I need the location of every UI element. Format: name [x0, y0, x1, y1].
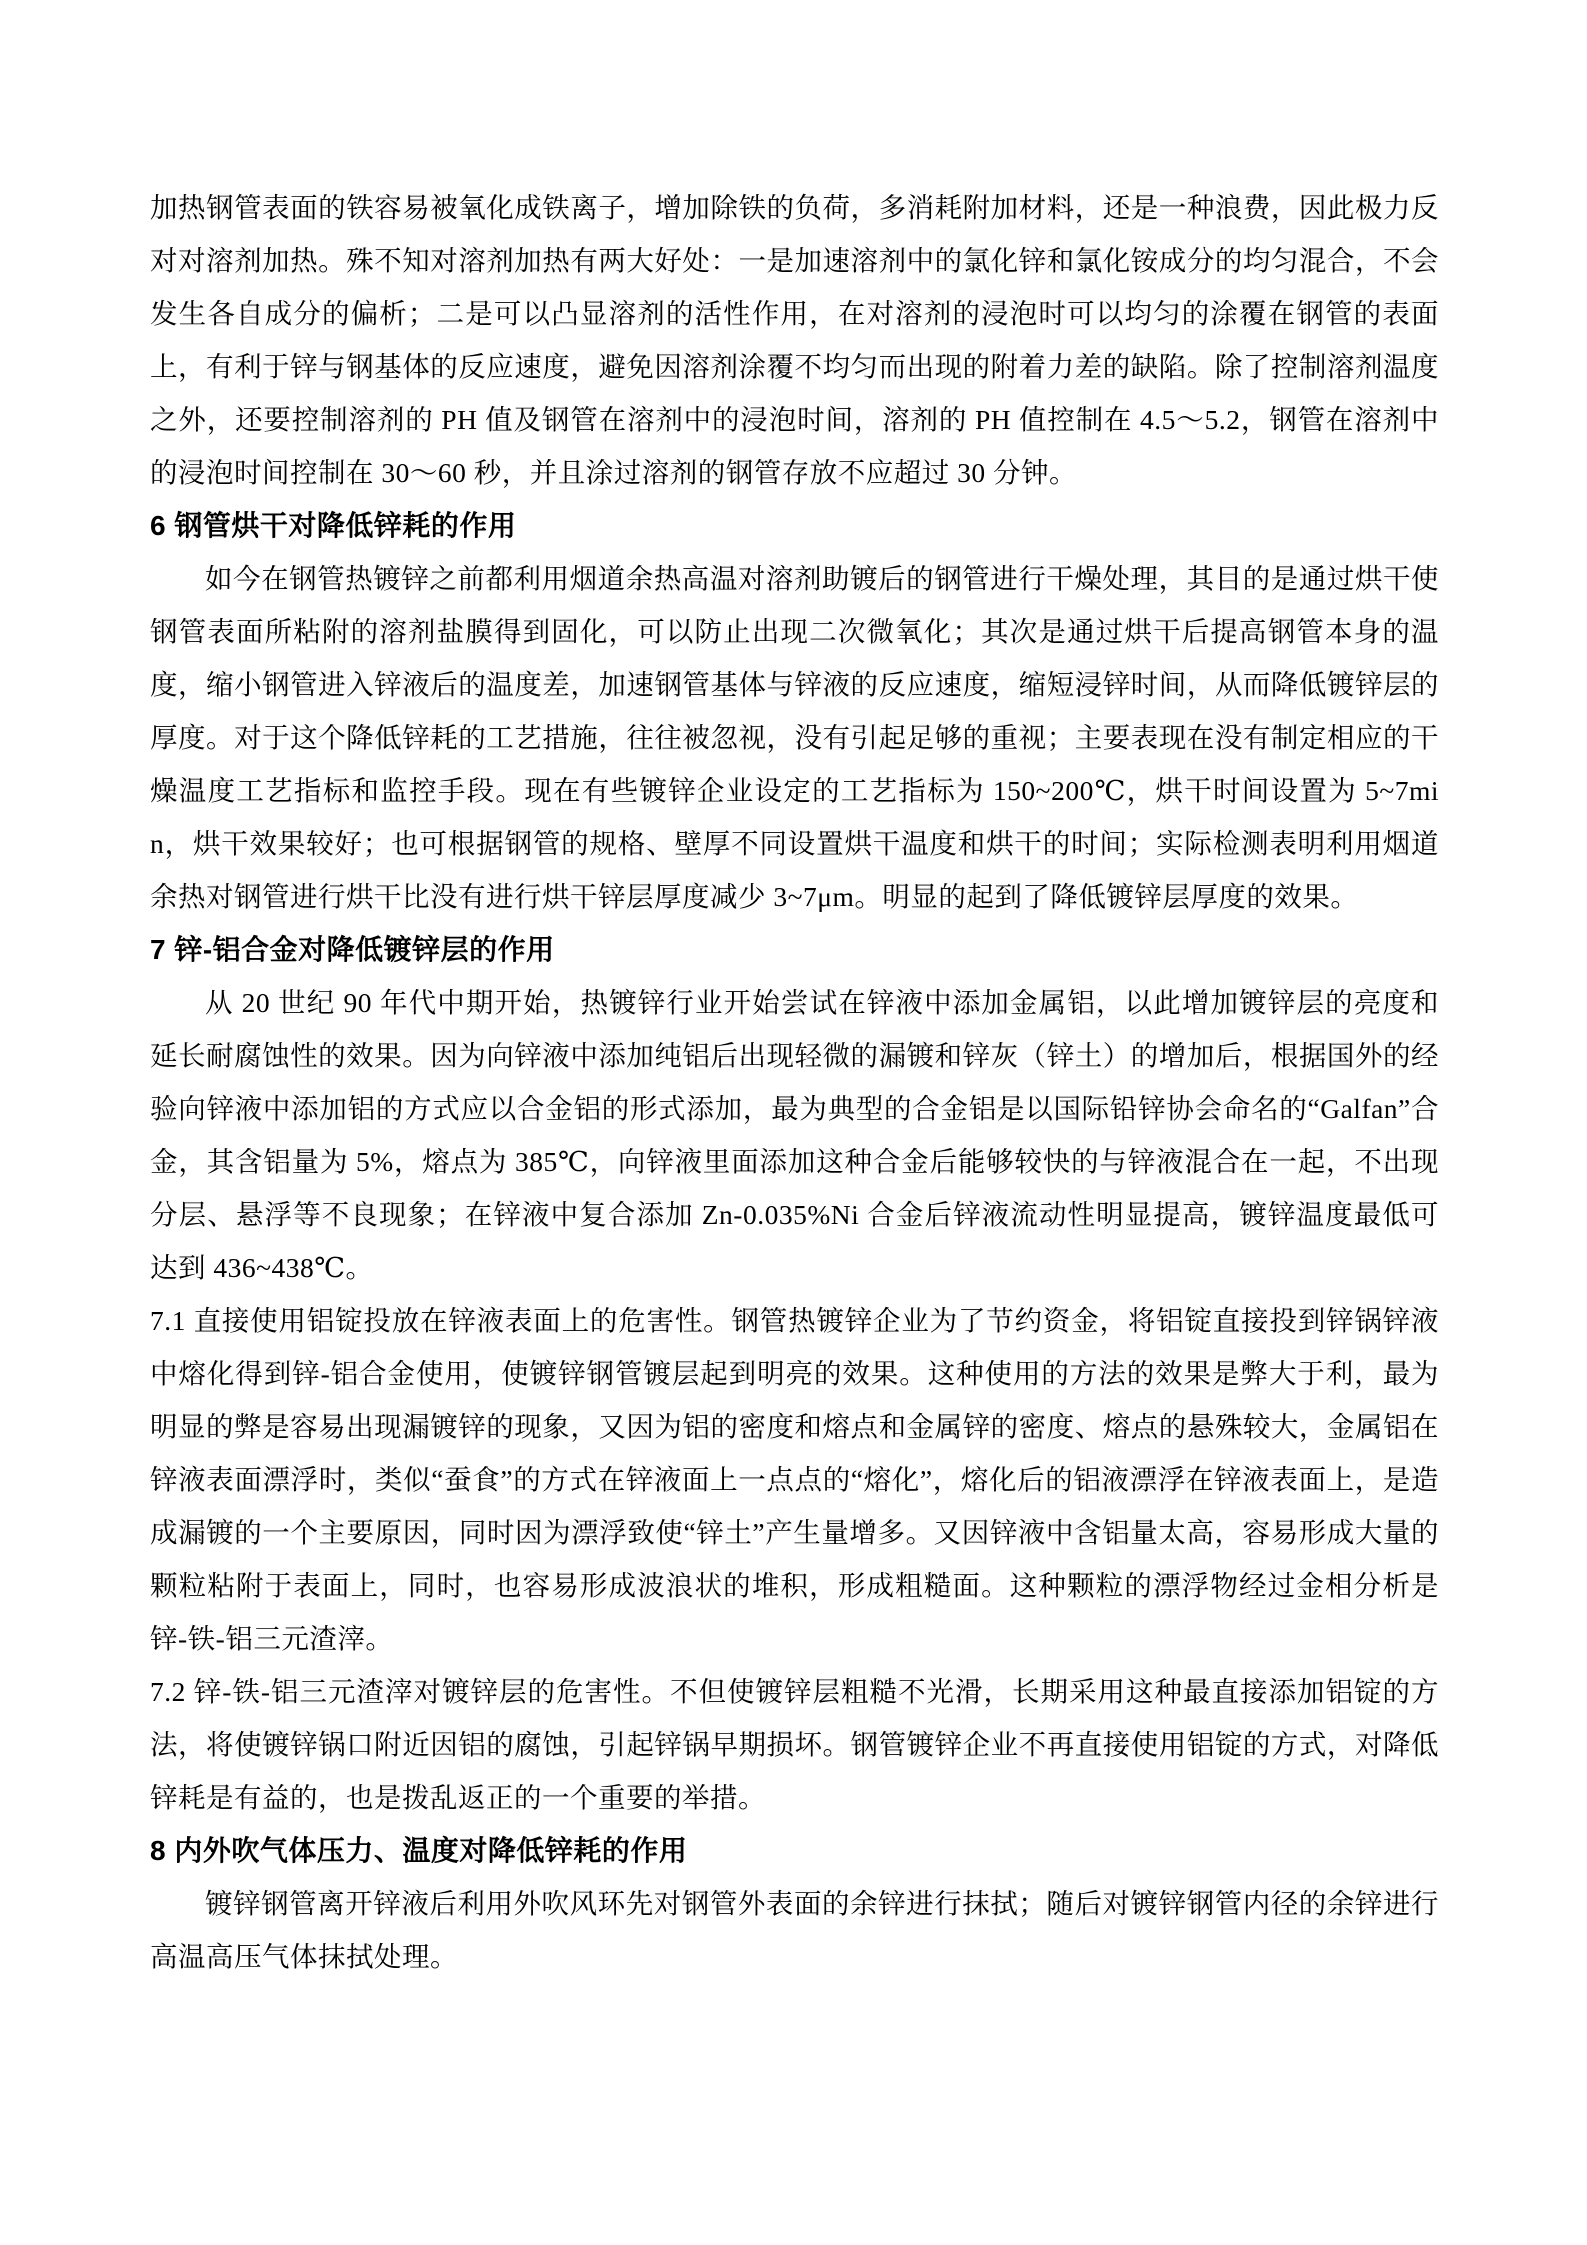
- paragraph-section-8-wiping: 镀锌钢管离开锌液后利用外吹风环先对钢管外表面的余锌进行抹拭；随后对镀锌钢管内径的余锌进行高温高压气体抹拭处理。: [150, 1888, 1439, 1972]
- paragraph-section-7-2-dross-harm: 7.2 锌-铁-铝三元渣滓对镀锌层的危害性。不但使镀锌层粗糙不光滑，长期采用这种最直接添加铝锭的方法，将使镀锌锅口附近因铝的腐蚀，引起锌锅早期损坏。钢管镀锌企业不再直接使用铝锭的方式，对降低锌耗是有益的，也是拨乱返正的一个重要的举措。: [150, 1676, 1439, 1813]
- paragraph-solvent-heating-continuation: 加热钢管表面的铁容易被氧化成铁离子，增加除铁的负荷，多消耗附加材料，还是一种浪费，因此极力反对对溶剂加热。殊不知对溶剂加热有两大好处：一是加速溶剂中的氯化锌和氯化铵成分的均匀混合，不会发生各自成分的偏析；二是可以凸显溶剂的活性作用，在对溶剂的浸泡时可以均匀的涂覆在钢管的表面上，有利于锌与钢基体的反应速度，避免因溶剂涂覆不均匀而出现的附着力差的缺陷。除了控制溶剂温度之外，还要控制溶剂的 PH 值及钢管在溶剂中的浸泡时间，溶剂的 PH 值控制在 4.5～5.2，钢管在溶剂中的浸泡时间控制在 30～60 秒，并且涂过溶剂的钢管存放不应超过 30 分钟。: [150, 192, 1439, 488]
- paragraph-section-7-1-aluminum-ingot-harm: 7.1 直接使用铝锭投放在锌液表面上的危害性。钢管热镀锌企业为了节约资金，将铝锭直接投到锌锅锌液中熔化得到锌-铝合金使用，使镀锌钢管镀层起到明亮的效果。这种使用的方法的效果是弊大于利，最为明显的弊是容易出现漏镀锌的现象，又因为铝的密度和熔点和金属锌的密度、熔点的悬殊较大，金属铝在锌液表面漂浮时，类似“蚕食”的方式在锌液面上一点点的“熔化”，熔化后的铝液漂浮在锌液表面上，是造成漏镀的一个主要原因，同时因为漂浮致使“锌土”产生量增多。又因锌液中含铝量太高，容易形成大量的颗粒粘附于表面上，同时，也容易形成波浪状的堆积，形成粗糙面。这种颗粒的漂浮物经过金相分析是锌-铁-铝三元渣滓。: [150, 1305, 1439, 1654]
- heading-section-8-blowing-gas: 8 内外吹气体压力、温度对降低锌耗的作用: [150, 1835, 688, 1866]
- heading-section-7-zinc-aluminum-alloy: 7 锌-铝合金对降低镀锌层的作用: [150, 934, 555, 965]
- paragraph-section-6-drying: 如今在钢管热镀锌之前都利用烟道余热高温对溶剂助镀后的钢管进行干燥处理，其目的是通过烘干使钢管表面所粘附的溶剂盐膜得到固化，可以防止出现二次微氧化；其次是通过烘干后提高钢管本身的温度，缩小钢管进入锌液后的温度差，加速钢管基体与锌液的反应速度，缩短浸锌时间，从而降低镀锌层的厚度。对于这个降低锌耗的工艺措施，往往被忽视，没有引起足够的重视；主要表现在没有制定相应的干燥温度工艺指标和监控手段。现在有些镀锌企业设定的工艺指标为 150~200℃，烘干时间设置为 5~7min，烘干效果较好；也可根据钢管的规格、壁厚不同设置烘干温度和烘干的时间；实际检测表明利用烟道余热对钢管进行烘干比没有进行烘干锌层厚度减少 3~7μm。明显的起到了降低镀锌层厚度的效果。: [150, 563, 1439, 912]
- document-body: [150, 181, 1439, 1983]
- paragraph-section-7-intro: 从 20 世纪 90 年代中期开始，热镀锌行业开始尝试在锌液中添加金属铝，以此增加镀锌层的亮度和延长耐腐蚀性的效果。因为向锌液中添加纯铝后出现轻微的漏镀和锌灰（锌土）的增加后，根据国外的经验向锌液中添加铝的方式应以合金铝的形式添加，最为典型的合金铝是以国际铅锌协会命名的“Galfan”合金，其含铝量为 5%，熔点为 385℃，向锌液里面添加这种合金后能够较快的与锌液混合在一起，不出现分层、悬浮等不良现象；在锌液中复合添加 Zn-0.035%Ni 合金后锌液流动性明显提高，镀锌温度最低可达到 436~438℃。: [150, 987, 1439, 1283]
- heading-section-6-pipe-drying: 6 钢管烘干对降低锌耗的作用: [150, 510, 517, 541]
